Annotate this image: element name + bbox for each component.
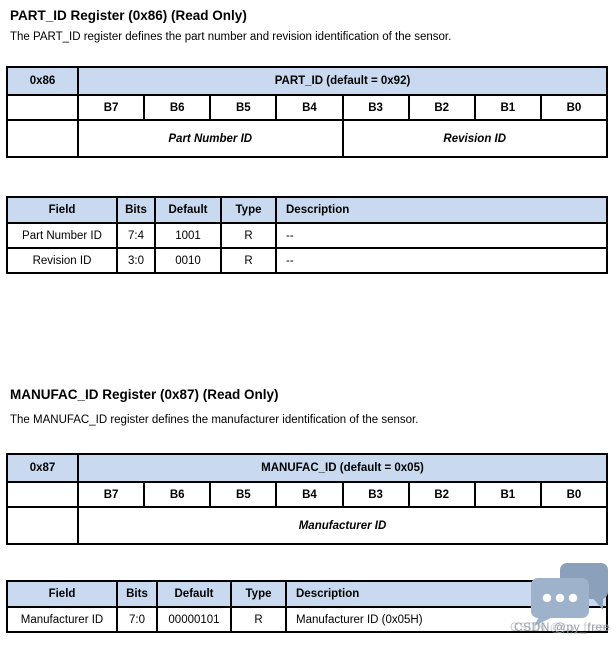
column-header-description: Description [286,581,607,607]
register-map-table-manufac-id [6,453,608,545]
empty-cell [7,120,78,157]
column-header-bits: Bits [117,197,155,223]
register-address-cell: 0x86 [7,67,78,95]
cell-description: Manufacturer ID (0x05H) [286,607,607,632]
section-heading-manufac-id: MANUFAC_ID Register (0x87) (Read Only) [10,387,279,402]
cell-bits: 3:0 [117,248,155,273]
column-header-description: Description [276,197,607,223]
cell-default: 1001 [155,223,221,248]
cell-field: Revision ID [7,248,117,273]
cell-bits: 7:4 [117,223,155,248]
cell-type: R [231,607,286,632]
bit-label-cell: B7 [78,95,144,120]
column-header-default: Default [155,197,221,223]
section-heading-part-id: PART_ID Register (0x86) (Read Only) [10,8,247,23]
register-title-cell: PART_ID (default = 0x92) [78,67,607,95]
cell-bits: 7:0 [117,607,157,632]
column-header-default: Default [157,581,231,607]
register-title-cell: MANUFAC_ID (default = 0x05) [78,454,607,482]
bit-label-cell: B0 [541,482,607,507]
cell-description: -- [276,248,607,273]
empty-cell [7,95,78,120]
register-address-cell: 0x87 [7,454,78,482]
bit-label-cell: B1 [475,95,541,120]
bit-label-cell: B6 [144,482,210,507]
cell-description: -- [276,223,607,248]
cell-field: Part Number ID [7,223,117,248]
bit-label-cell: B5 [210,95,276,120]
bit-label-cell: B6 [144,95,210,120]
empty-cell [7,507,78,544]
bit-label-cell: B3 [343,482,409,507]
bit-label-cell: B4 [276,95,342,120]
field-span-cell: Manufacturer ID [78,507,607,544]
bit-label-cell: B4 [276,482,342,507]
bit-label-cell: B5 [210,482,276,507]
cell-field: Manufacturer ID [7,607,117,632]
bit-label-cell: B3 [343,95,409,120]
column-header-bits: Bits [117,581,157,607]
register-map-table-part-id [6,66,608,158]
column-header-field: Field [7,581,117,607]
cell-type: R [221,248,276,273]
table-row [7,223,607,248]
bit-label-cell: B7 [78,482,144,507]
field-description-table-part-id [6,196,608,274]
bit-label-cell: B2 [409,482,475,507]
empty-cell [7,482,78,507]
field-span-cell: Part Number ID [78,120,343,157]
bit-label-cell: B1 [475,482,541,507]
section-intro-manufac-id: The MANUFAC_ID register defines the manufacturer identification of the sensor. [10,414,419,426]
csdn-chat-bubbles-icon [531,563,609,627]
column-header-type: Type [231,581,286,607]
table-row [7,248,607,273]
cell-default: 00000101 [157,607,231,632]
bit-label-cell: B0 [541,95,607,120]
cell-default: 0010 [155,248,221,273]
bit-label-cell: B2 [409,95,475,120]
column-header-type: Type [221,197,276,223]
field-span-cell: Revision ID [343,120,608,157]
column-header-field: Field [7,197,117,223]
cell-type: R [221,223,276,248]
section-intro-part-id: The PART_ID register defines the part number and revision identification of the sensor. [10,31,452,43]
csdn-watermark-text: CSDN @py_free [513,620,610,634]
